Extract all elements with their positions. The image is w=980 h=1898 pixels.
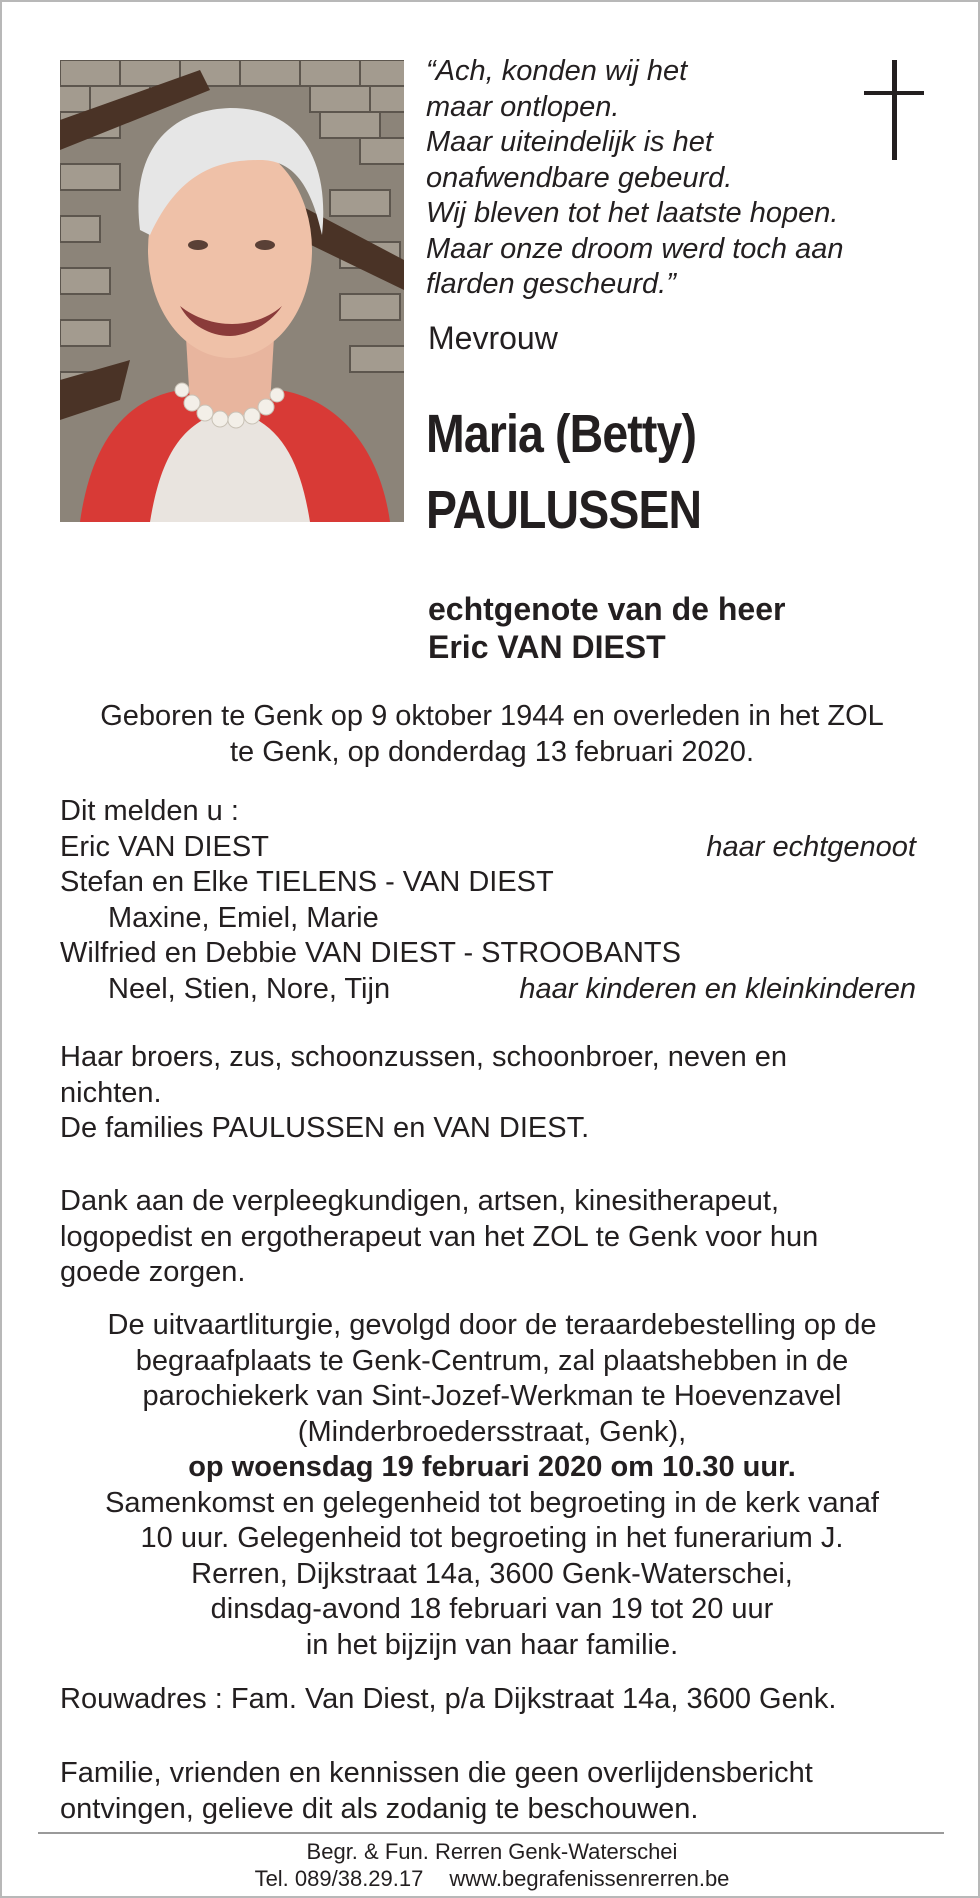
footer-divider <box>38 1832 944 1834</box>
birth-death-line-2: te Genk, op donderdag 13 februari 2020. <box>230 736 754 768</box>
cross-icon <box>864 60 924 160</box>
spouse-line-2: Eric VAN DIEST <box>428 629 666 665</box>
birth-death-info <box>42 698 942 770</box>
funeral-date: op woensdag 19 februari 2020 om 10.30 uur. <box>188 1451 796 1483</box>
family-row: Neel, Stien, Nore, Tijn haar kinderen en kleinkinderen <box>108 972 916 1005</box>
funeral-home-name: Begr. & Fun. Rerren Genk-Waterschei <box>306 1839 678 1864</box>
spouse-line-1: echtgenote van de heer <box>428 591 786 627</box>
deceased-name <box>426 396 746 548</box>
mourning-address: Rouwadres : Fam. Van Diest, p/a Dijkstraat 14a, 3600 Genk. <box>60 1683 837 1715</box>
honorific: Mevrouw <box>428 320 558 356</box>
funeral-home-phone: Tel. 089/38.29.17 <box>254 1866 424 1891</box>
family-row: Stefan en Elke TIELENS - VAN DIEST <box>60 866 554 898</box>
funeral-home-website[interactable]: www.begrafenissenrerren.be <box>449 1866 730 1891</box>
thanks-text: Dank aan de verpleegkundigen, artsen, kinesitherapeut, logopedist en ergotherapeut van het ZOL te Genk voor hun goede zorgen. <box>60 1185 819 1288</box>
funeral-home-footer <box>42 1838 942 1892</box>
family-list <box>60 794 916 1007</box>
deceased-first-name: Maria (Betty) <box>426 404 697 464</box>
memorial-quote: “Ach, konden wij het maar ontlopen. Maar uiteindelijk is het onafwendbare gebeurd. Wij bleven tot het laatste hopen. Maar onze droom werd toch aan flarden gescheurd.” <box>426 55 844 300</box>
portrait-photo <box>60 60 404 522</box>
relatives-text: Haar broers, zus, schoonzussen, schoonbroer, neven en nichten. De families PAULUSSEN en VAN DIEST. <box>60 1041 788 1144</box>
funeral-details: De uitvaartliturgie, gevolgd door de teraardebestelling op de begraafplaats te Genk-Centrum, zal plaatshebben in de parochiekerk van Sint-Jozef-Werkman te Hoevenzavel (Minderbroedersstraat, Genk), op woensdag 19 februari 2020 om 10.30 uur. Samenkomst en gelegenheid tot begroeting in de kerk vanaf 10 uur. Gelegenheid tot begroeting in het funerarium J. Rerren, Dijkstraat 14a, 3600 Genk-Waterschei, dinsdag-avond 18 februari van 19 tot 20 uur in het bijzijn van haar familie. <box>42 1308 942 1663</box>
birth-death-line-1: Geboren te Genk op 9 oktober 1944 en overleden in het ZOL <box>100 700 884 732</box>
spouse-info <box>428 590 785 666</box>
deceased-last-name: PAULUSSEN <box>426 480 702 540</box>
notice-text: Familie, vrienden en kennissen die geen overlijdensbericht ontvingen, gelieve dit als zodanig te beschouwen. <box>60 1757 813 1825</box>
family-row: Eric VAN DIEST haar echtgenoot <box>60 830 916 863</box>
family-row: Maxine, Emiel, Marie <box>108 901 379 934</box>
family-row: Wilfried en Debbie VAN DIEST - STROOBANTS <box>60 937 681 969</box>
announce-line: Dit melden u : <box>60 795 239 827</box>
